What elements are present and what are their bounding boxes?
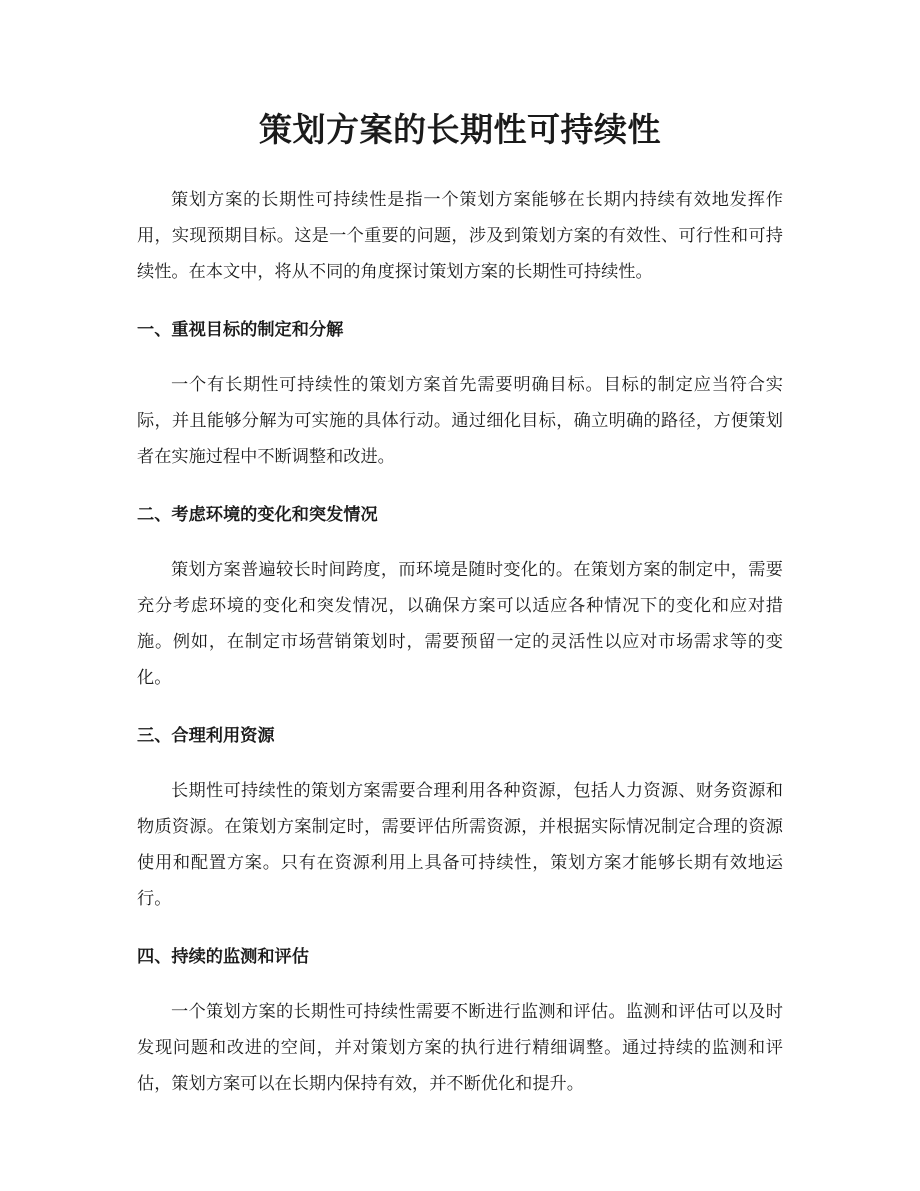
section-body-3: 长期性可持续性的策划方案需要合理利用各种资源，包括人力资源、财务资源和物质资源。在策划方案制定时，需要评估所需资源，并根据实际情况制定合理的资源使用和配置方案。只有在资源利用上具备可持续性，策划方案才能够长期有效地运行。 — [137, 781, 783, 909]
section-body-2: 策划方案普遍较长时间跨度，而环境是随时变化的。在策划方案的制定中，需要充分考虑环境的变化和突发情况，以确保方案可以适应各种情况下的变化和应对措施。例如，在制定市场营销策划时，需要预留一定的灵活性以应对市场需求等的变化。 — [137, 560, 783, 688]
section-heading-4: 四、持续的监测和评估 — [137, 947, 309, 967]
section-body-4: 一个策划方案的长期性可持续性需要不断进行监测和评估。监测和评估可以及时发现问题和改进的空间，并对策划方案的执行进行精细调整。通过持续的监测和评估，策划方案可以在长期内保持有效，并不断优化和提升。 — [137, 1002, 783, 1094]
section-heading-3: 三、合理利用资源 — [137, 726, 275, 746]
section-heading-1: 一、重视目标的制定和分解 — [137, 320, 344, 340]
section-heading-2: 二、考虑环境的变化和突发情况 — [137, 505, 378, 525]
page-title: 策划方案的长期性可持续性 — [259, 110, 661, 149]
section-body-1: 一个有长期性可持续性的策划方案首先需要明确目标。目标的制定应当符合实际，并且能够分解为可实施的具体行动。通过细化目标，确立明确的路径，方便策划者在实施过程中不断调整和改进。 — [137, 375, 783, 467]
intro-paragraph: 策划方案的长期性可持续性是指一个策划方案能够在长期内持续有效地发挥作用，实现预期目标。这是一个重要的问题，涉及到策划方案的有效性、可行性和可持续性。在本文中，将从不同的角度探讨策划方案的长期性可持续性。 — [137, 190, 783, 282]
